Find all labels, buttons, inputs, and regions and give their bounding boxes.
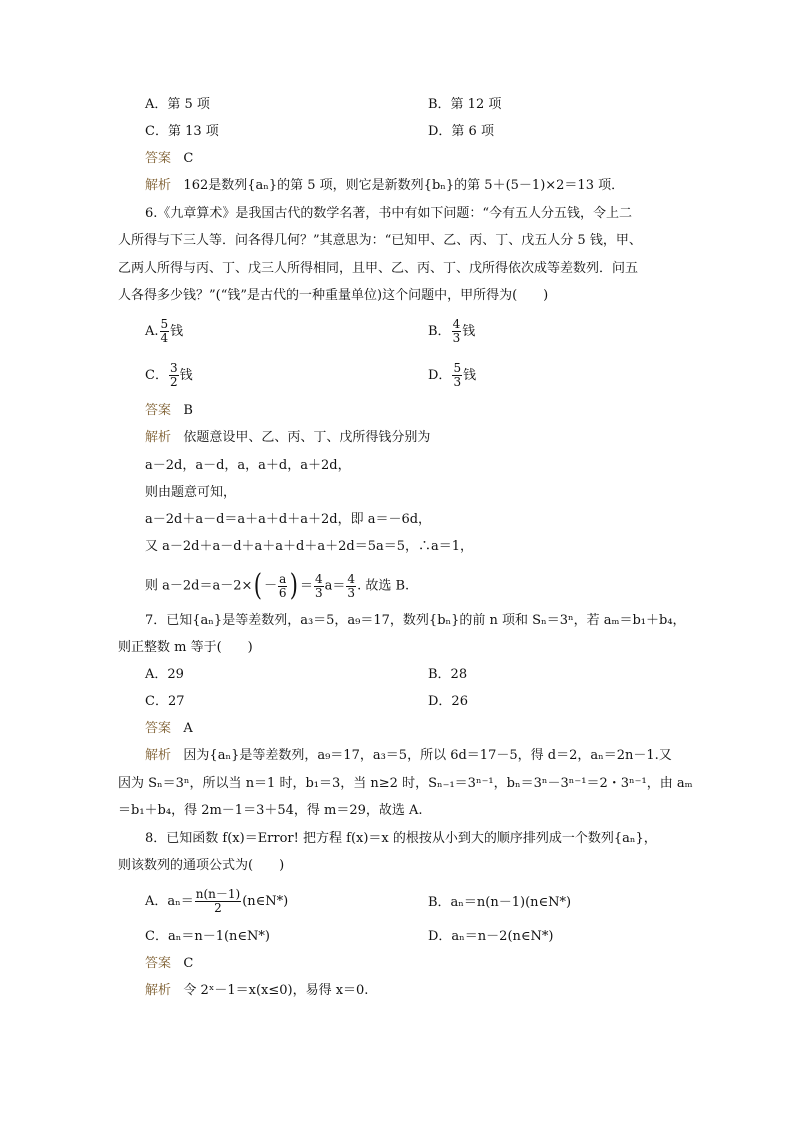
q6-stem-line: 6.《九章算术》是我国古代的数学名著，书中有如下问题：“今有五人分五钱，令上二 (145, 206, 633, 221)
numerator: 4 (347, 571, 356, 586)
option-suffix: 钱 (462, 324, 476, 339)
denominator: 2 (169, 375, 178, 389)
fraction (452, 362, 462, 389)
answer-label: 答案 (145, 403, 172, 418)
q7-option-c: C．27 (145, 694, 185, 709)
q8-option-c: C．aₙ＝n－1(n∈N*) (145, 929, 270, 944)
q6-stem-line: 人各得多少钱？”(“钱”是古代的一种重量单位)这个问题中，甲所得为( ) (118, 288, 549, 303)
option-prefix: A．aₙ＝ (145, 894, 194, 909)
q7-analysis-line: ＝b₁＋b₄，得 2m－1＝3＋54，得 m＝29，故选 A. (118, 803, 423, 818)
q5-answer (145, 151, 193, 167)
numerator: 4 (315, 571, 323, 586)
analysis-text: 令 2ˣ－1＝x(x≤0)，易得 x＝0. (183, 983, 369, 998)
numerator: 5 (160, 317, 169, 331)
q5-option-a: A．第 5 项 (145, 97, 210, 112)
q8-answer (145, 956, 193, 972)
analysis-label: 解析 (145, 748, 172, 763)
q8-option-b: B．aₙ＝n(n－1)(n∈N*) (428, 895, 572, 910)
denominator: 2 (214, 901, 222, 915)
denominator: 3 (315, 585, 323, 600)
numerator: 3 (169, 361, 178, 375)
final-prefix: 则 a－2d＝a－2× (145, 578, 253, 594)
option-suffix: (n∈N*) (242, 894, 289, 909)
fraction (452, 318, 462, 345)
fraction (346, 573, 356, 600)
numerator: n(n－1) (195, 887, 241, 901)
q6-option-d (428, 362, 476, 389)
q7-option-b: B．28 (428, 667, 468, 682)
q8-analysis (145, 983, 368, 999)
option-prefix: A. (145, 324, 159, 339)
answer-value: C (183, 956, 194, 971)
q6-analysis-line: a－2d，a－d，a，a＋d，a＋2d， (145, 458, 351, 473)
q6-option-a (145, 318, 183, 345)
analysis-text: 因为{aₙ}是等差数列，a₉＝17，a₃＝5，所以 6d＝17－5，得 d＝2，aₙ＝2n－1.又 (183, 748, 672, 763)
inner-sign: － (264, 578, 278, 594)
option-suffix: 钱 (170, 324, 184, 339)
analysis-text: 依题意设甲、乙、丙、丁、戊所得钱分别为 (183, 430, 431, 445)
q6-option-b (428, 318, 475, 345)
q6-analysis (145, 430, 430, 446)
answer-value: C (183, 151, 194, 166)
answer-value: A (183, 721, 193, 736)
answer-label: 答案 (145, 151, 172, 166)
q5-option-c: C．第 13 项 (145, 124, 219, 139)
denominator: 3 (347, 585, 356, 600)
q6-analysis-final (145, 568, 410, 603)
q6-analysis-line: 又 a－2d＋a－d＋a＋a＋d＋a＋2d＝5a＝5，∴a＝1， (145, 539, 474, 554)
q8-stem-line: 8．已知函数 f(x)＝Error! 把方程 f(x)＝x 的根按从小到大的顺序排列成一个数列{aₙ}， (145, 831, 657, 846)
fraction (195, 888, 241, 915)
q5-analysis (145, 178, 624, 194)
option-suffix: 钱 (179, 368, 193, 383)
option-prefix: D． (428, 368, 452, 383)
q5-option-d: D．第 6 项 (428, 124, 494, 139)
q7-stem-line: 7．已知{aₙ}是等差数列，a₃＝5，a₉＝17，数列{bₙ}的前 n 项和 Sₙ＝3ⁿ，若 aₘ＝b₁＋b₄， (145, 613, 686, 628)
equals: ＝ (300, 578, 314, 594)
q7-analysis-line: 因为 Sₙ＝3ⁿ，所以当 n＝1 时，b₁＝3，当 n≥2 时，Sₙ₋₁＝3ⁿ⁻¹，bₙ＝3ⁿ－3ⁿ⁻¹＝2・3ⁿ⁻¹，由 aₘ (118, 776, 693, 791)
answer-value: B (183, 403, 193, 418)
right-paren: ) (290, 568, 299, 603)
answer-label: 答案 (145, 721, 172, 736)
analysis-label: 解析 (145, 983, 172, 998)
analysis-label: 解析 (145, 178, 172, 193)
analysis-text: 162是数列{aₙ}的第 5 项，则它是新数列{bₙ}的第 5＋(5－1)×2＝13 项． (183, 178, 625, 193)
q6-answer (145, 403, 193, 419)
q6-stem-line: 乙两人所得与丙、丁、戊三人所得相同，且甲、乙、丙、丁、戊所得依次成等差数列．问五 (118, 261, 639, 276)
fraction (314, 573, 324, 600)
q8-option-a (145, 888, 288, 915)
answer-label: 答案 (145, 956, 172, 971)
fraction (169, 362, 179, 389)
q6-analysis-line: 则由题意可知， (145, 485, 237, 500)
q5-option-b: B．第 12 项 (428, 97, 502, 112)
numerator: 4 (452, 317, 461, 331)
denominator: 6 (278, 585, 287, 600)
denominator: 3 (453, 375, 462, 389)
option-prefix: C． (145, 368, 168, 383)
q7-option-d: D．26 (428, 694, 468, 709)
fraction (160, 318, 170, 345)
option-prefix: B． (428, 324, 451, 339)
q8-option-d: D．aₙ＝n－2(n∈N*) (428, 929, 554, 944)
q6-option-c (145, 362, 193, 389)
option-suffix: 钱 (463, 368, 477, 383)
fraction (278, 573, 287, 600)
q7-analysis (145, 748, 672, 764)
numerator: a (279, 571, 287, 586)
left-paren: ( (254, 568, 263, 603)
q8-stem-line: 则该数列的通项公式为( ) (118, 858, 285, 873)
numerator: 5 (453, 361, 462, 375)
denominator: 4 (160, 331, 169, 345)
q7-stem-line: 则正整数 m 等于( ) (118, 640, 253, 655)
q7-option-a: A．29 (145, 667, 184, 682)
final-middle: a＝ (324, 578, 346, 594)
q6-stem-line: 人所得与下三人等．问各得几何？”其意思为：“已知甲、乙、丙、丁、戊五人分 5 钱，甲、 (118, 233, 642, 248)
q6-analysis-line: a－2d＋a－d＝a＋a＋d＋a＋2d，即 a＝－6d， (145, 512, 432, 527)
final-suffix: . 故选 B. (357, 578, 410, 594)
denominator: 3 (452, 331, 461, 345)
analysis-label: 解析 (145, 430, 172, 445)
q7-answer (145, 721, 193, 737)
